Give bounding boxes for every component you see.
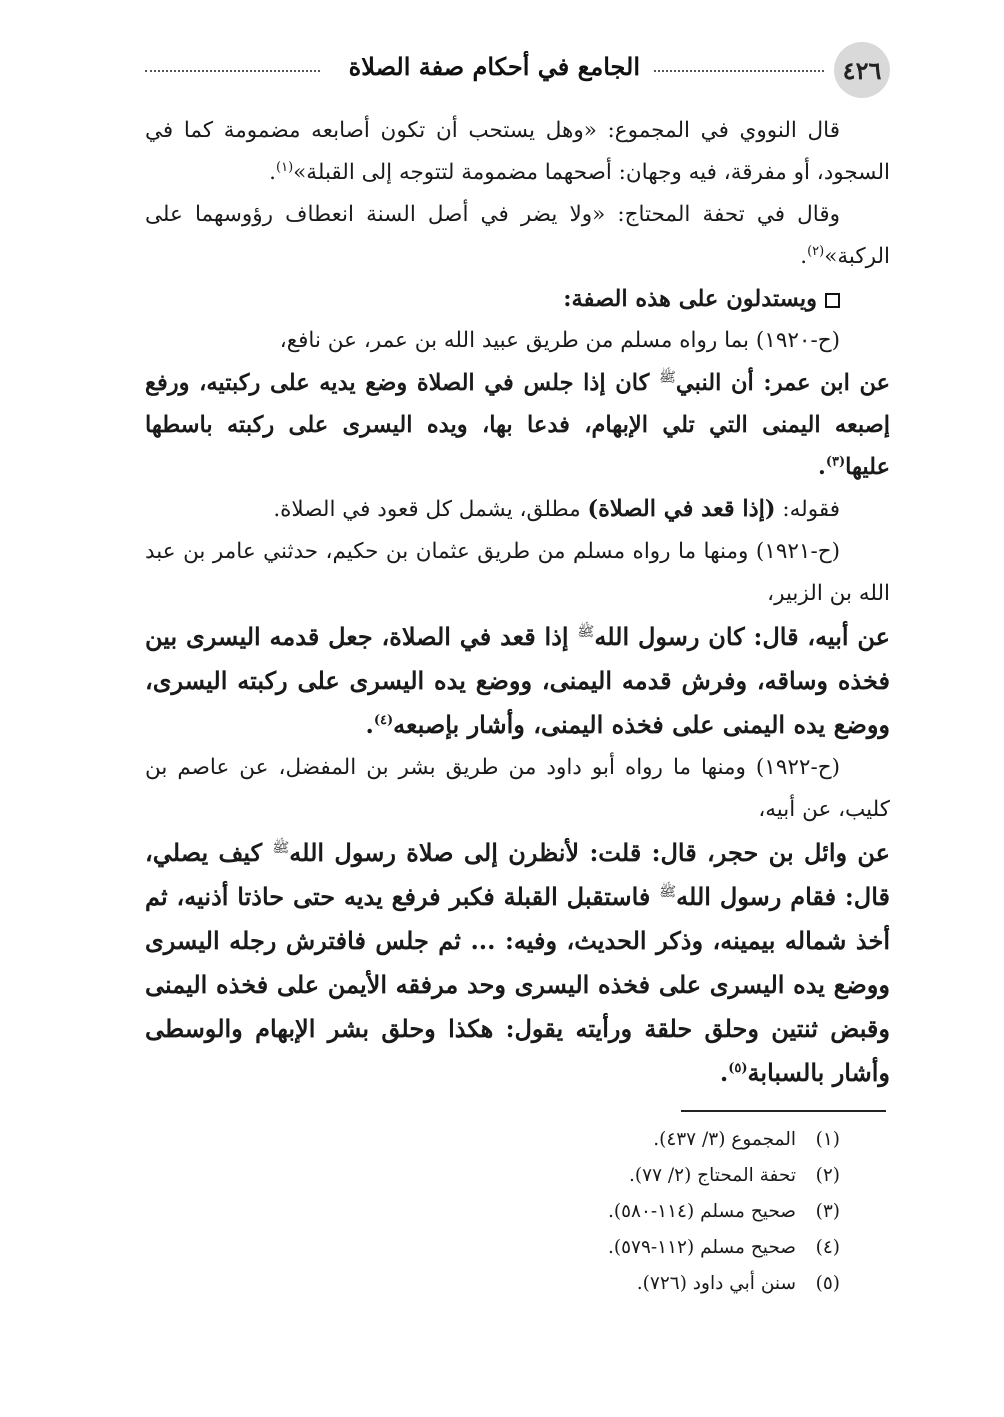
hadith-1921-chain: (ح-١٩٢١) ومنها ما رواه مسلم من طريق عثمان بن حكيم، حدثني عامر بن عبد الله بن الزبير، [145,539,890,606]
section-heading [145,278,890,320]
footnote-ref[interactable]: (٤) [373,713,394,728]
paragraph-text: قال النووي في المجموع: «وهل يستحب أن تكون أصابعه مضمومة كما في السجود، أو مفرقة، فيه وجهان: أصحهما مضمومة لتتوجه إلى القبلة» [145,118,890,185]
heading-text: ويستدلون على هذه الصفة: [563,286,817,312]
paragraph-text: وقال في تحفة المحتاج: «ولا يضر في أصل السنة انعطاف رؤوسهما على الركبة» [145,202,890,269]
footnote-ref[interactable]: (٢) [807,243,825,259]
hadith-text: فاستقبل القبلة فكبر فرفع يديه حتى حاذتا أذنيه، ثم أخذ شماله بيمينه، وذكر الحديث، وفيه: ... ثم جلس فافترش رجله اليسرى ووضع يده اليسرى على فخذه اليسرى وحد مرفقه الأيمن على فخذه اليمنى وقبض ثنتين وحلق حلقة ورأيته يقول: هكذا وحلق بشر الإبهام والوسطى وأشار بالسبابة [145,882,890,1087]
footnote-number: (٤) [815,1237,840,1258]
pbuh-honorific: ﷺ [272,840,290,856]
hadith-1921-text [145,615,890,747]
hadith-text: كيف يصلي، قال: فقام رسول الله [145,838,891,911]
footnote-number: (١) [815,1129,840,1150]
footnote-text: صحيح مسلم (١١٤-٥٨٠). [607,1201,796,1222]
hadith-text: عن ابن عمر: أن النبي [675,370,890,396]
header-dots-right [654,70,824,72]
hadith-1920-chain: (ح-١٩٢٠) بما رواه مسلم من طريق عبيد الله بن عمر، عن نافع، [279,328,840,353]
footnote-ref[interactable]: (١) [276,159,294,175]
book-title: الجامع في أحكام صفة الصلاة [348,52,640,81]
pbuh-honorific: ﷺ [659,884,677,900]
paragraph-tuhfa [145,194,890,278]
footnote-item [145,1230,890,1266]
footnote-item [145,1194,890,1230]
pbuh-honorific: ﷺ [659,369,676,386]
checkbox-square-icon [825,293,840,308]
footnote-separator [681,1110,886,1112]
hadith-text: إذا قعد في الصلاة، جعل قدمه اليسرى بين فخذه وساقه، وفرش قدمه اليمنى، ووضع يده اليسرى على ركبته اليسرى، ووضع يده اليمنى على فخذه اليمنى، وأشار بإصبعه [145,622,890,739]
page-number: ٤٢٦ [834,42,890,98]
page-body [145,110,890,1095]
footnote-item [145,1266,890,1302]
comment-quote: (إذا قعد في الصلاة) [587,496,776,522]
punct: . [719,1058,729,1087]
hadith-text: عن أبيه، قال: كان رسول الله [594,622,891,651]
hadith-1920-text [145,362,890,488]
footnote-ref[interactable]: (٣) [825,454,846,470]
hadith-1922-chain: (ح-١٩٢٢) ومنها ما رواه أبو داود من طريق بشر بن المفضل، عن عاصم بن كليب، عن أبيه، [145,755,890,822]
hadith-text: كان إذا جلس في الصلاة وضع يديه على ركبتيه، ورفع إصبعه اليمنى التي تلي الإبهام، فدعا بها، ويده اليسرى على ركبته باسطها عليها [145,370,890,480]
footnote-text: المجموع (٣/ ٤٣٧). [653,1129,796,1150]
punct: . [800,244,808,269]
footnote-number: (٢) [815,1165,840,1186]
pbuh-honorific: ﷺ [577,624,595,640]
footnote-text: صحيح مسلم (١١٢-٥٧٩). [607,1237,796,1258]
hadith-text: عن وائل بن حجر، قال: قلت: لأنظرن إلى صلاة رسول الله [289,838,890,867]
comment-text: مطلق، يشمل كل قعود في الصلاة. [273,497,588,522]
footnote-text: تحفة المحتاج (٢/ ٧٧). [629,1165,796,1186]
comment-text: فقوله: [775,497,840,522]
footnote-item [145,1122,890,1158]
page-header [145,42,890,98]
punct: . [365,710,374,739]
header-dots-left [145,70,320,72]
punct: . [817,454,826,480]
footnote-number: (٥) [815,1273,840,1294]
comment-paragraph [145,488,890,531]
paragraph-nawawi [145,110,890,194]
footnotes [145,1122,890,1302]
footnote-item [145,1158,890,1194]
footnote-number: (٣) [815,1201,840,1222]
footnote-ref[interactable]: (٥) [728,1061,748,1076]
footnote-text: سنن أبي داود (٧٢٦). [636,1273,796,1294]
punct: . [269,160,276,185]
hadith-1922-text [145,831,890,1095]
